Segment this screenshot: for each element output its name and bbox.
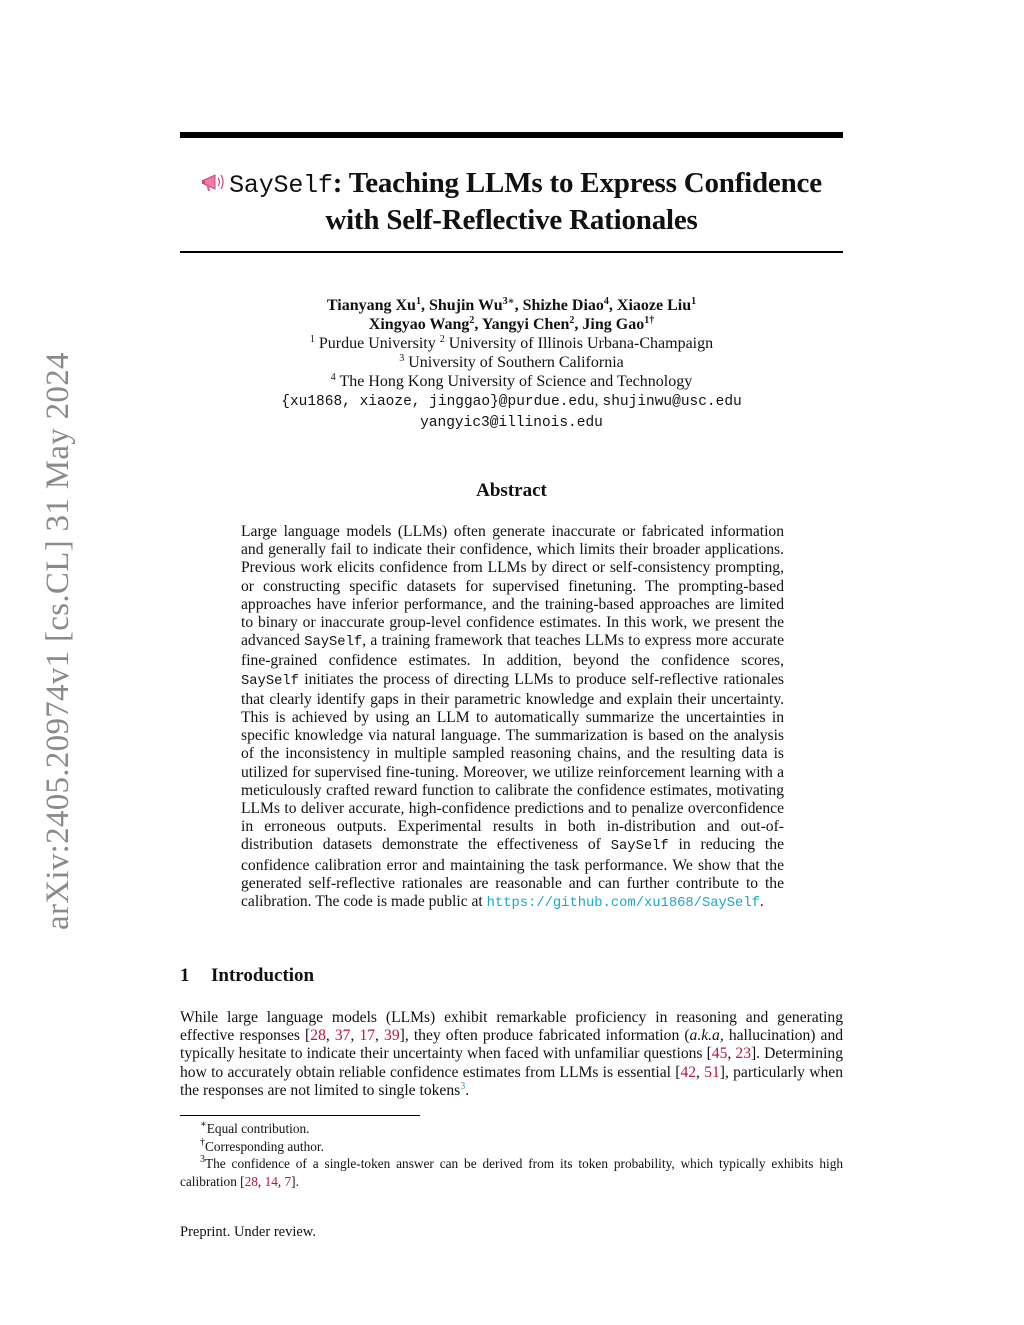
citation-link[interactable]: 37 — [334, 1027, 351, 1045]
preprint-footer: Preprint. Under review. — [180, 1224, 316, 1240]
footnote-ref[interactable]: 3 — [460, 1080, 466, 1092]
footnotes — [180, 1120, 843, 1190]
citation-link[interactable]: 7 — [284, 1173, 292, 1189]
affiliation-line-1: $^1$ Purdue University $^2$ University of Illinois Urbana-Champaign — [309, 334, 714, 352]
citation-link[interactable]: 42 — [680, 1063, 697, 1081]
author-line-2: Xingyao Wang$^2$, Yangyi Chen$^2$, Jing Gao$^{1\dagger}$ — [368, 315, 655, 333]
citation-link[interactable]: 14 — [264, 1173, 278, 1189]
title-line-1 — [180, 166, 843, 203]
title-line-1-text: : Teaching LLMs to Express Confidence — [332, 167, 822, 199]
arxiv-identifier: arXiv:2405.20974v1 [cs.CL] 31 May 2024 — [40, 352, 76, 930]
code-url-link[interactable]: https://github.com/xu1868/SaySelf — [486, 896, 760, 912]
footnote-1: ∗Equal contribution. — [200, 1119, 310, 1136]
paper-title — [180, 166, 843, 237]
megaphone-icon — [201, 172, 227, 194]
abstract-heading: Abstract — [476, 480, 547, 501]
citation-link[interactable]: 45 — [711, 1045, 728, 1063]
citation-link[interactable]: 39 — [384, 1027, 400, 1045]
citation-link[interactable]: 28 — [244, 1173, 258, 1189]
title-system-name: SaySelf — [229, 171, 333, 200]
author-line-1: Tianyang Xu$^1$, Shujin $Wu^{3∗}$, Shizhe Diao$^4$, Xiaoze Liu$^1$ — [326, 296, 697, 314]
abstract-body: Large language models (LLMs) often generate inaccurate or fabricated information and generally fail to indicate their confidence, which limits their broader applications. Previous work elicits confidence from LLMs by direct or self-consistency prompting, or constructing specific datasets for supervised finetuning. The prompting-based approaches have inferior performance, and the training-based approaches are limited to binary or inaccurate group-level confidence estimates. In this work, we present the advanced SaySelf, a training framework that teaches LLMs to express more accurate fine-grained confidence estimates. In addition, beyond the confidence scores, SaySelf initiates the process of directing LLMs to produce self-reflective rationales that clearly identify gaps in their parametric knowledge and explain their uncertainty. This is achieved by using an LLM to automatically summarize the uncertainties in specific knowledge via natural language. The summarization is based on the analysis of the inconsistency in multiple sampled reasoning chains, and the resulting data is utilized for supervised fine-tuning. Moreover, we utilize reinforcement learning with a meticulously crafted reward function to calibrate the confidence estimates, motivating LLMs to deliver accurate, high-confidence predictions and to penalize overconfidence in erroneous outputs. Experimental results in both in-distribution and out-of-distribution datasets demonstrate the effectiveness of SaySelf in reducing the confidence calibration error and maintaining the task performance. We show that the generated self-reflective rationales are reasonable and can further contribute to the calibration. The code is made public at https://github.com/xu1868/SaySelf. — [241, 523, 785, 912]
footnote-3: $^3$The confidence of a single-token answer can be derived from its token probability, which typically exhibits high calibration [28, 14, 7]. — [180, 1154, 843, 1189]
title-line-2: with Self-Reflective Rationales — [325, 204, 698, 236]
email-line-1: {xu1868, xiaoze, jinggao}@purdue.edu, shujinwu@usc.edu — [281, 392, 742, 410]
introduction-paragraph: While large language models (LLMs) exhibit remarkable proficiency in reasoning and generating effective responses [28, 37, 17, 39], they often produce fabricated information (a.k.a, hallucination) and typically hesitate to indicate their uncertainty when faced with unfamiliar questions [45, 23]. Determining how to accurately obtain reliable confidence estimates from LLMs is essential [42, 51], particularly when the responses are not limited to single tokens$^3$. — [180, 1009, 844, 1099]
title-bottom-rule — [180, 251, 843, 253]
author-block — [180, 296, 843, 433]
citation-link[interactable]: 17 — [359, 1027, 376, 1045]
citation-link[interactable]: 23 — [735, 1045, 751, 1063]
citation-link[interactable]: 28 — [310, 1027, 326, 1045]
affiliation-line-3: $^4$ The Hong Kong University of Science and Technology — [330, 372, 693, 390]
footnote-rule — [180, 1115, 420, 1116]
section-heading-introduction: 1 Introduction — [180, 965, 315, 986]
citation-link[interactable]: 51 — [704, 1063, 720, 1081]
affiliation-line-2: $^3$ University of Southern California — [399, 353, 624, 371]
email-line-2: yangyic3@illinois.edu — [420, 415, 603, 431]
title-top-rule — [180, 132, 843, 138]
footnote-2: †Corresponding author. — [200, 1136, 324, 1154]
